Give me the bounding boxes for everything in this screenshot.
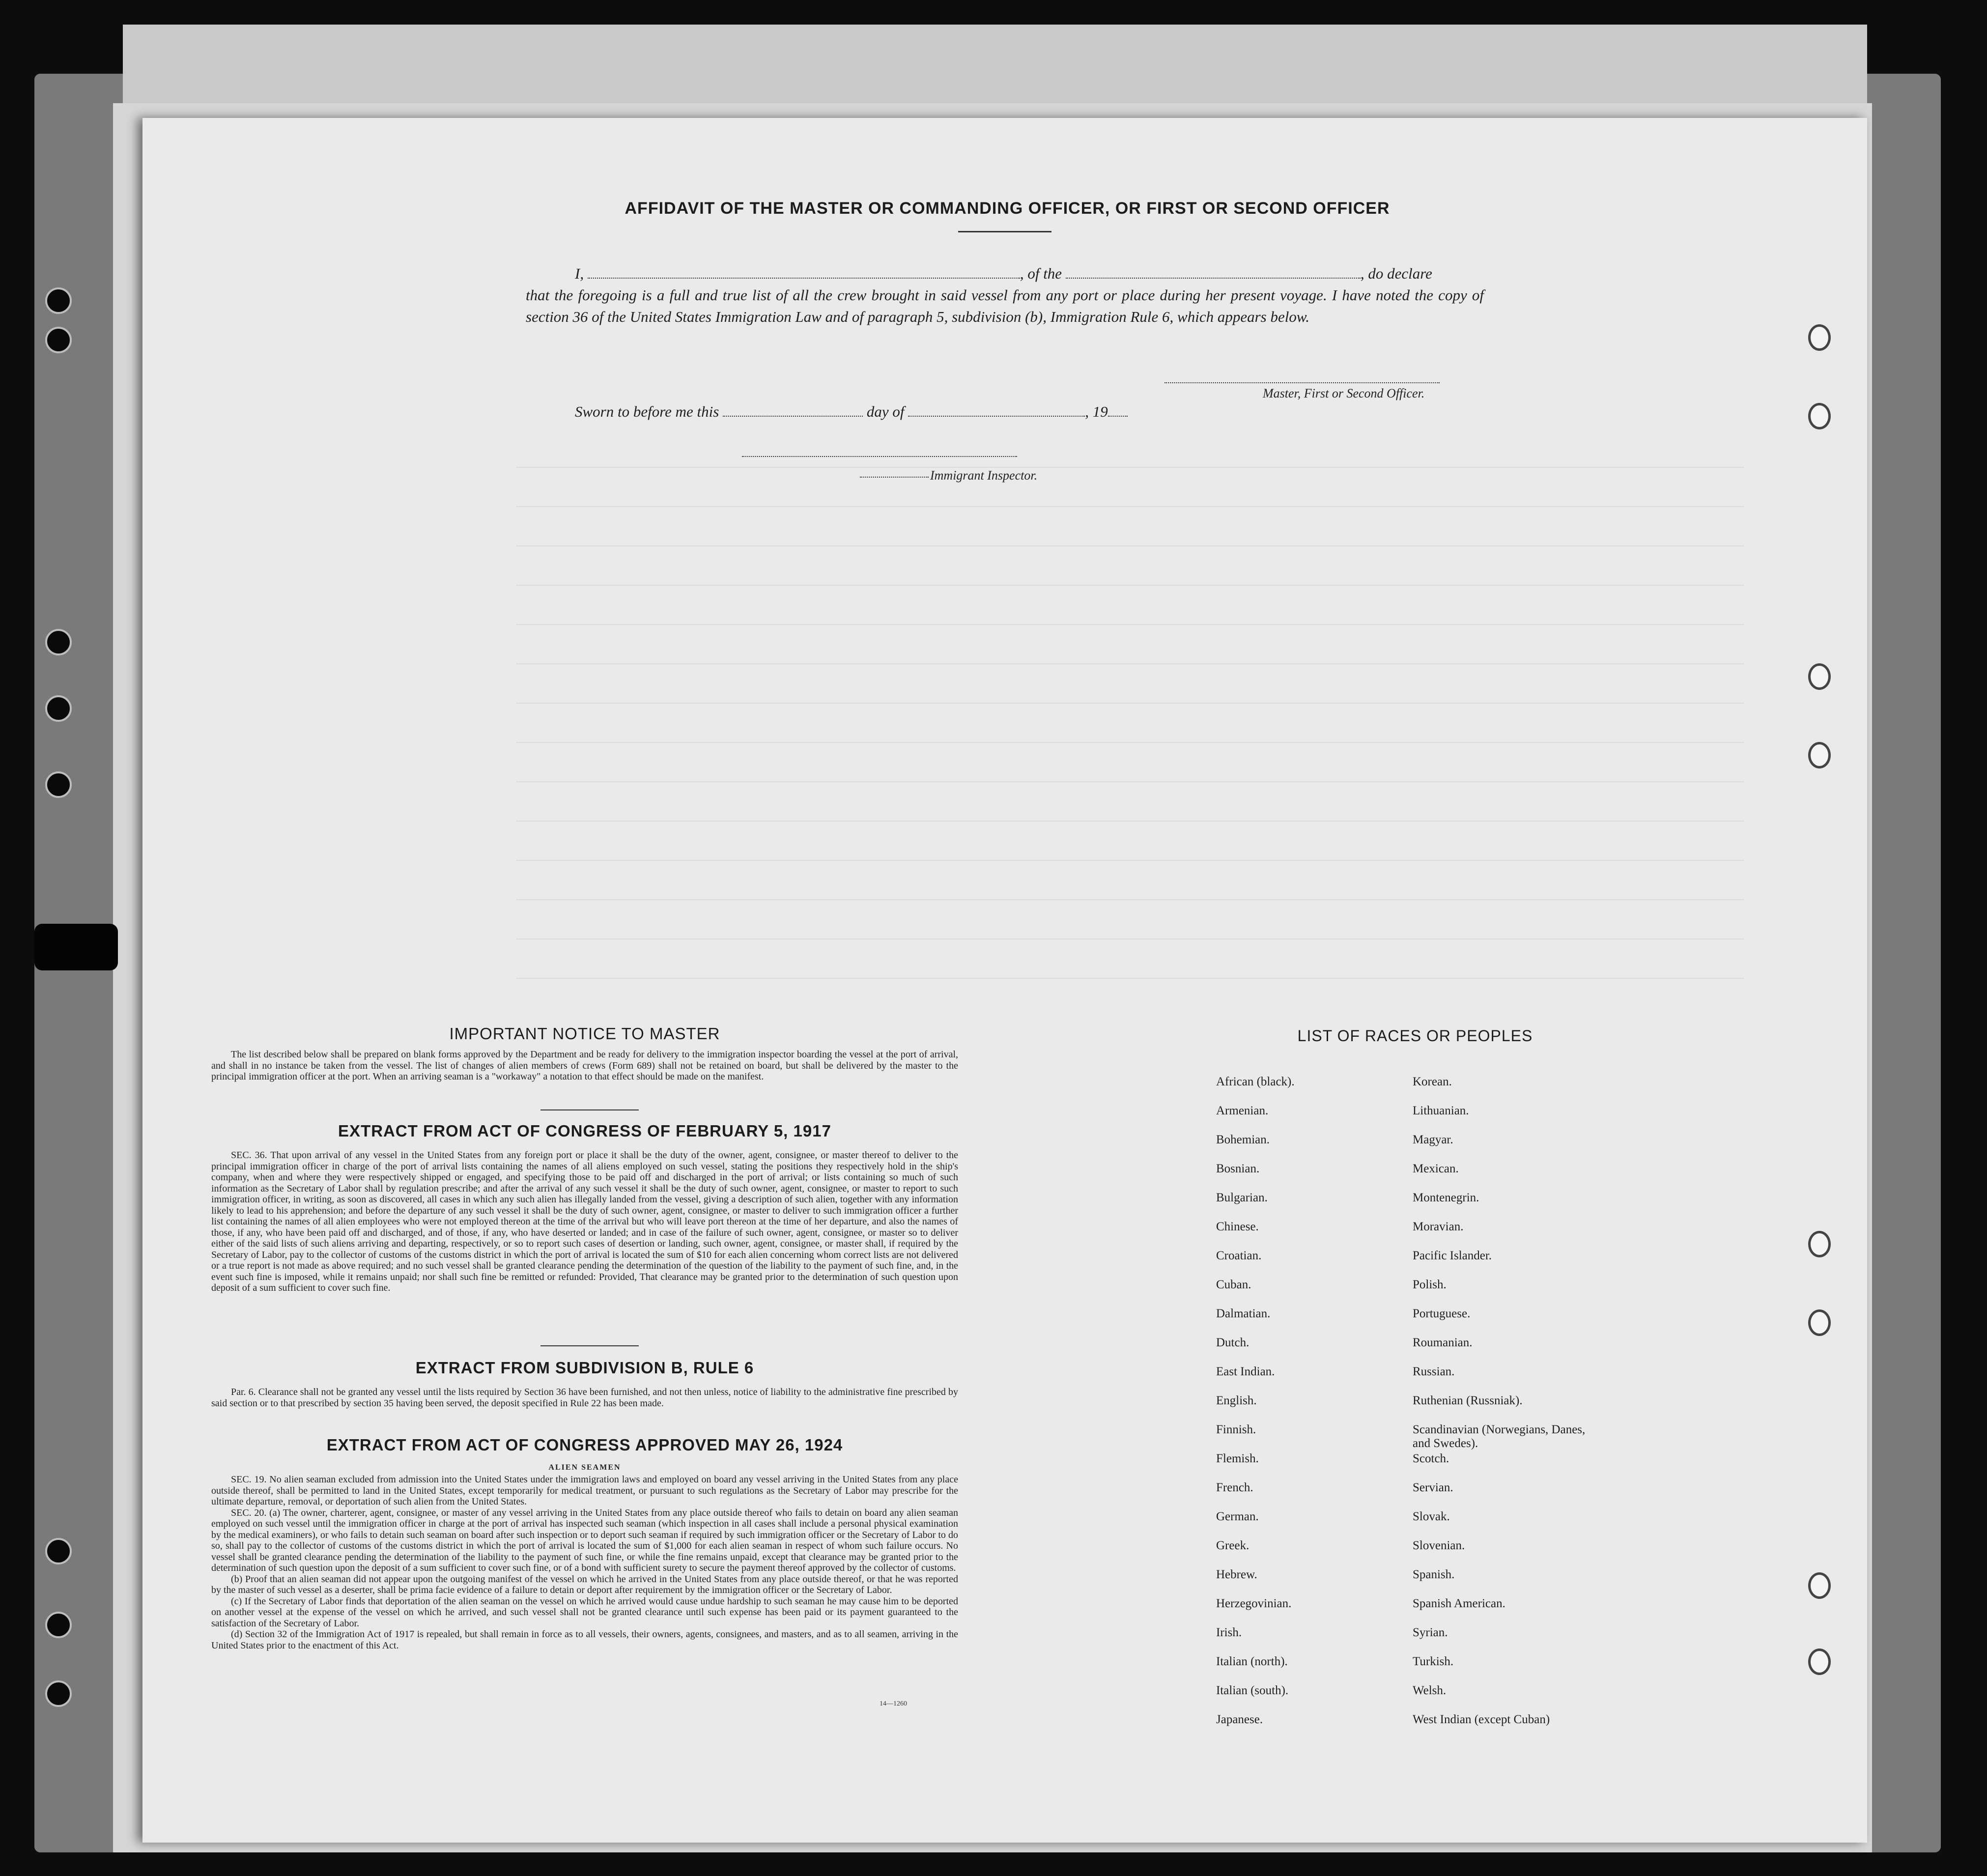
extract-rule6-title: EXTRACT FROM SUBDIVISION B, RULE 6 <box>415 1359 754 1377</box>
race-item: Magyar. <box>1413 1133 1453 1146</box>
binder-tie <box>34 924 118 970</box>
race-item: Montenegrin. <box>1413 1191 1479 1204</box>
binder-hole <box>45 1612 72 1638</box>
race-item: Croatian. <box>1216 1249 1262 1262</box>
extract-1917-title: EXTRACT FROM ACT OF CONGRESS OF FEBRUARY 5, 1917 <box>338 1122 831 1140</box>
race-item: Dalmatian. <box>1216 1307 1271 1320</box>
race-item: Portuguese. <box>1413 1307 1471 1320</box>
punch-hole <box>1808 1309 1831 1336</box>
race-item: German. <box>1216 1510 1259 1523</box>
race-item: Slovenian. <box>1413 1539 1465 1552</box>
race-item: Syrian. <box>1413 1626 1448 1639</box>
divider <box>958 231 1051 232</box>
race-item: Armenian. <box>1216 1104 1269 1117</box>
sworn-month-field[interactable] <box>908 412 1085 417</box>
extract-rule6-text: Par. 6. Clearance shall not be granted any vessel until the lists required by Section 36 have been furnished, and not then unless, notice of liability to the administrative fine prescribed by said section or to that prescribed by section 35 having been served, the deposit specified in Rule 22 has been made. <box>211 1387 958 1409</box>
declare-label: , do declare <box>1360 265 1432 282</box>
affidavit-text <box>526 263 1484 328</box>
race-item: Lithuanian. <box>1413 1104 1469 1117</box>
race-item: French. <box>1216 1481 1253 1494</box>
punch-hole <box>1808 663 1831 690</box>
divider <box>540 1345 639 1346</box>
race-item: Japanese. <box>1216 1713 1263 1726</box>
affidavit-declaration-line <box>575 263 1484 284</box>
race-item: Cuban. <box>1216 1278 1251 1291</box>
races-right-column <box>1413 1075 1599 1742</box>
race-item: Chinese. <box>1216 1220 1259 1233</box>
race-item: Italian (north). <box>1216 1655 1288 1668</box>
punch-hole <box>1808 1231 1831 1257</box>
vessel-name-field[interactable] <box>1066 274 1361 279</box>
extract-1917-text: SEC. 36. That upon arrival of any vessel in the United States from any foreign port or place it shall be the duty of the owner, agent, consignee, or master thereof to deliver to the principal immigration officer in charge of the port of arrival lists containing the names of all aliens employed on such vessel, stating the positions they respectively hold in the ship's company, when and where they were respectively shipped or engaged, and specifying those to be paid off and discharged in the port of arrival; or lists containing so much of such information as the Secretary of Labor shall by regulation prescribe; and after the arrival of any such vessel it shall be the duty of such owner, agent, consignee, or master to report to such immigration officer, in writing, as soon as discovered, all cases in which any such alien has illegally landed from the vessel, giving a description of such alien, together with any information likely to lead to his apprehension; and before the departure of any such vessel it shall be the duty of such owner, agent, consignee, or master to deliver to such immigration officer a further list containing the names of all alien employees who were not employed thereon at the time of the arrival but who will leave port thereon at the time of her departure, and also the names of those, if any, who have been paid off and discharged, and of those, if any, who have deserted or landed; and in case of the failure of such owner, agent, consignee, or master so to deliver either of the said lists of such aliens arriving and departing, respectively, or so to report such cases of desertion or landing, such owner, agent, consignee, or master shall, if required by the Secretary of Labor, pay to the collector of customs of the customs district in which the port of arrival is located the sum of $10 for each alien concerning whom correct lists are not delivered or a true report is not made as above required; and no such vessel shall be granted clearance pending the determination of the question of the liability to the payment of such fine, and, in the event such fine is imposed, while it remains unpaid; nor shall such fine be remitted or refunded: Provided, That clearance may be granted prior to the determination of such question upon deposit of a sum sufficient to cover such fine. <box>211 1150 958 1293</box>
race-item: Turkish. <box>1413 1655 1454 1668</box>
notice-text: The list described below shall be prepared on blank forms approved by the Department and be ready for delivery to the immigration inspector boarding the vessel at the port of arrival, and shall in no instance be taken from the vessel. The list of changes of alien members of crews (Form 689) shall not be retained on board, but shall be delivered by the master to the principal immigration officer at the port. When an arriving seaman is a "workaway" a notation to that effect should be made on the manifest. <box>211 1049 958 1082</box>
race-item: Bosnian. <box>1216 1162 1260 1175</box>
punch-hole <box>1808 1649 1831 1675</box>
race-item: Flemish. <box>1216 1452 1259 1465</box>
sworn-day-field[interactable] <box>723 412 863 417</box>
race-item: Pacific Islander. <box>1413 1249 1492 1262</box>
punch-hole <box>1808 1572 1831 1599</box>
binder-hole <box>45 1680 72 1707</box>
race-item: Spanish. <box>1413 1568 1455 1581</box>
race-item: Scandinavian (Norwegians, Danes, and Swedes). <box>1413 1423 1586 1450</box>
extract-1924-title: EXTRACT FROM ACT OF CONGRESS APPROVED MAY 26, 1924 <box>326 1436 843 1454</box>
notice-title: IMPORTANT NOTICE TO MASTER <box>449 1024 720 1043</box>
inspector-signature-field[interactable] <box>742 456 1017 457</box>
race-item: Bulgarian. <box>1216 1191 1268 1204</box>
race-item: Slovak. <box>1413 1510 1450 1523</box>
race-item: English. <box>1216 1394 1257 1407</box>
binder-hole <box>45 287 72 314</box>
form-number: 14—1260 <box>880 1700 907 1707</box>
affidavit-title: AFFIDAVIT OF THE MASTER OR COMMANDING OFFICER, OR FIRST OR SECOND OFFICER <box>624 199 1390 218</box>
binder-hole <box>45 695 72 722</box>
binder-hole <box>45 629 72 655</box>
race-item: Hebrew. <box>1216 1568 1257 1581</box>
races-title: LIST OF RACES OR PEOPLES <box>1297 1027 1533 1045</box>
inspector-label: Immigrant Inspector. <box>930 468 1038 483</box>
race-item: Ruthenian (Russniak). <box>1413 1394 1523 1407</box>
binder-hole <box>45 771 72 798</box>
race-item: Italian (south). <box>1216 1684 1289 1697</box>
race-item: Servian. <box>1413 1481 1453 1494</box>
race-item: Greek. <box>1216 1539 1249 1552</box>
of-the-label: , of the <box>1020 265 1062 282</box>
race-item: Korean. <box>1413 1075 1452 1088</box>
race-item: Polish. <box>1413 1278 1447 1291</box>
race-item: Bohemian. <box>1216 1133 1270 1146</box>
race-item: Roumanian. <box>1413 1336 1473 1349</box>
master-name-field[interactable] <box>588 274 1020 279</box>
extract-1924-text: SEC. 19. No alien seaman excluded from admission into the United States under the immigration laws and employed on board any vessel arriving in the United States from any place outside thereof, shall be permitted to land in the United States, except temporarily for medical treatment, or pursuant to such regulations as the Secretary of Labor may prescribe for the ultimate departure, removal, or deportation of such alien from the United States. SEC. 20. (a) The owner, charterer, agent, consignee, or master of any vessel arriving in the United States from any place outside thereof who fails to detain on board any alien seaman employed on such vessel until the immigration officer in charge at the port of arrival has inspected such seaman (which inspection in all cases shall include a personal physical examination by the medical examiners), or who fails to detain such seaman on board after such inspection or to deport such seaman if required by such immigration officer or the Secretary of Labor to do so, shall pay to the collector of customs of the customs district in which the port of arrival is located the sum of $1,000 for each alien seaman in respect of whom such failure occurs. No vessel shall be granted clearance pending the determination of the liability to the payment of such fine, or while the fine remains unpaid, except that clearance may be granted prior to the determination of such question upon the deposit of a sum sufficient to cover such fine, or of a bond with sufficient surety to secure the payment thereof approved by the collector of customs. (b) Proof that an alien seaman did not appear upon the outgoing manifest of the vessel on which he arrived in the United States from any place outside thereof, or that he was reported by the master of such vessel as a deserter, shall be prima facie evidence of a failure to detain or deport after requirement by the immigration officer or the Secretary of Labor. (c) If the Secretary of Labor finds that deportation of the alien seaman on the vessel on which he arrived would cause undue hardship to such seaman he may cause him to be deported on another vessel at the expense of the vessel on which he arrived, and such vessel shall not be granted clearance until such expense has been paid or its payment guaranteed to the satisfaction of the Secretary of Labor. (d) Section 32 of the Immigration Act of 1917 is repealed, but shall remain in force as to all vessels, their owners, agents, consignees, and masters, and as to all seamen, arriving in the United States prior to the enactment of this Act. <box>211 1474 958 1651</box>
race-item: Spanish American. <box>1413 1597 1505 1610</box>
punch-hole <box>1808 742 1831 768</box>
punch-hole <box>1808 324 1831 351</box>
race-item: Scotch. <box>1413 1452 1449 1465</box>
sworn-line: Sworn to before me this day of , 19 <box>575 403 1128 421</box>
affidavit-body: that the foregoing is a full and true list of all the crew brought in said vessel from any port or place during her present voyage. I have noted the copy of section 36 of the United States Immigration Law and of paragraph 5, subdivision (b), Immigration Rule 6, which appears below. <box>526 286 1484 325</box>
alien-seamen-subtitle: ALIEN SEAMEN <box>548 1463 621 1472</box>
binder-hole <box>45 1538 72 1564</box>
i-label: I, <box>575 265 584 282</box>
race-item: East Indian. <box>1216 1365 1275 1378</box>
race-item: Finnish. <box>1216 1423 1256 1436</box>
punch-hole <box>1808 403 1831 429</box>
race-item: Herzegovinian. <box>1216 1597 1292 1610</box>
divider <box>540 1109 639 1110</box>
race-item: Mexican. <box>1413 1162 1459 1175</box>
sworn-year-field[interactable] <box>1108 412 1128 417</box>
race-item: Irish. <box>1216 1626 1242 1639</box>
race-item: African (black). <box>1216 1075 1295 1088</box>
race-item: Welsh. <box>1413 1684 1447 1697</box>
binder-hole <box>45 327 72 353</box>
master-signature-label: Master, First or Second Officer. <box>1263 386 1425 400</box>
race-item: Moravian. <box>1413 1220 1464 1233</box>
race-item: Dutch. <box>1216 1336 1249 1349</box>
races-left-column <box>1216 1075 1295 1742</box>
race-item: West Indian (except Cuban) <box>1413 1713 1550 1726</box>
race-item: Russian. <box>1413 1365 1455 1378</box>
master-signature-field[interactable] <box>1164 382 1440 383</box>
